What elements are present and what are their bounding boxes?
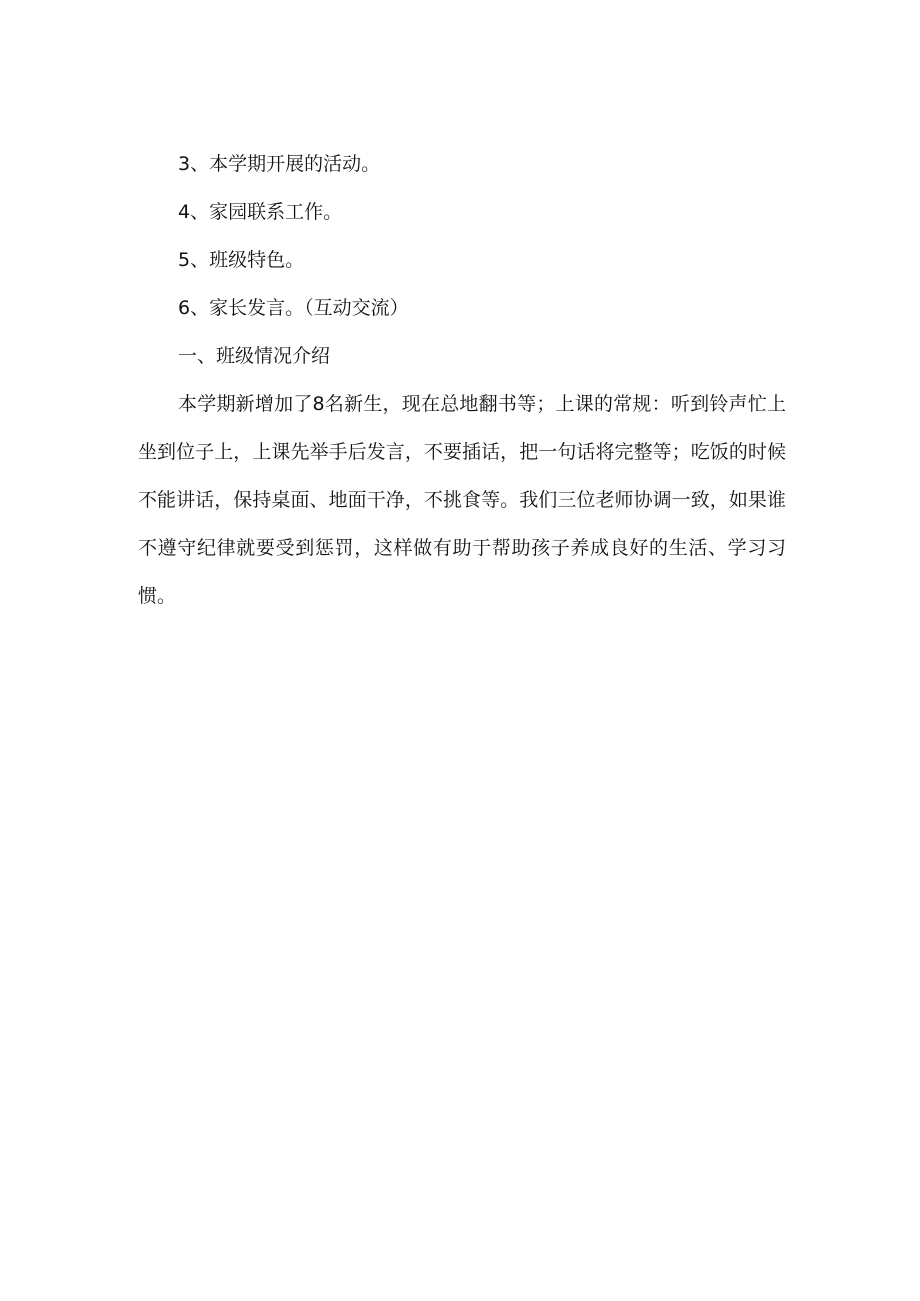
agenda-item-4: 4、家园联系工作。 <box>178 201 343 223</box>
document-body <box>138 140 786 620</box>
agenda-item-5: 5、班级特色。 <box>178 249 305 271</box>
body-paragraph: 本学期新增加了8名新生，现在总地翻书等；上课的常规：听到铃声忙上坐到位子上，上课先举手后发言，不要插话，把一句话将完整等；吃饭的时候不能讲话，保持桌面、地面干净，不挑食等。我们三位老师协调一致，如果谁不遵守纪律就要受到惩罚，这样做有助于帮助孩子养成良好的生活、学习习惯。 <box>138 393 786 607</box>
section-heading-class-intro: 一、班级情况介绍 <box>178 345 331 367</box>
agenda-item-3: 3、本学期开展的活动。 <box>178 153 381 175</box>
agenda-item-6: 6、家长发言。（互动交流） <box>178 297 409 319</box>
